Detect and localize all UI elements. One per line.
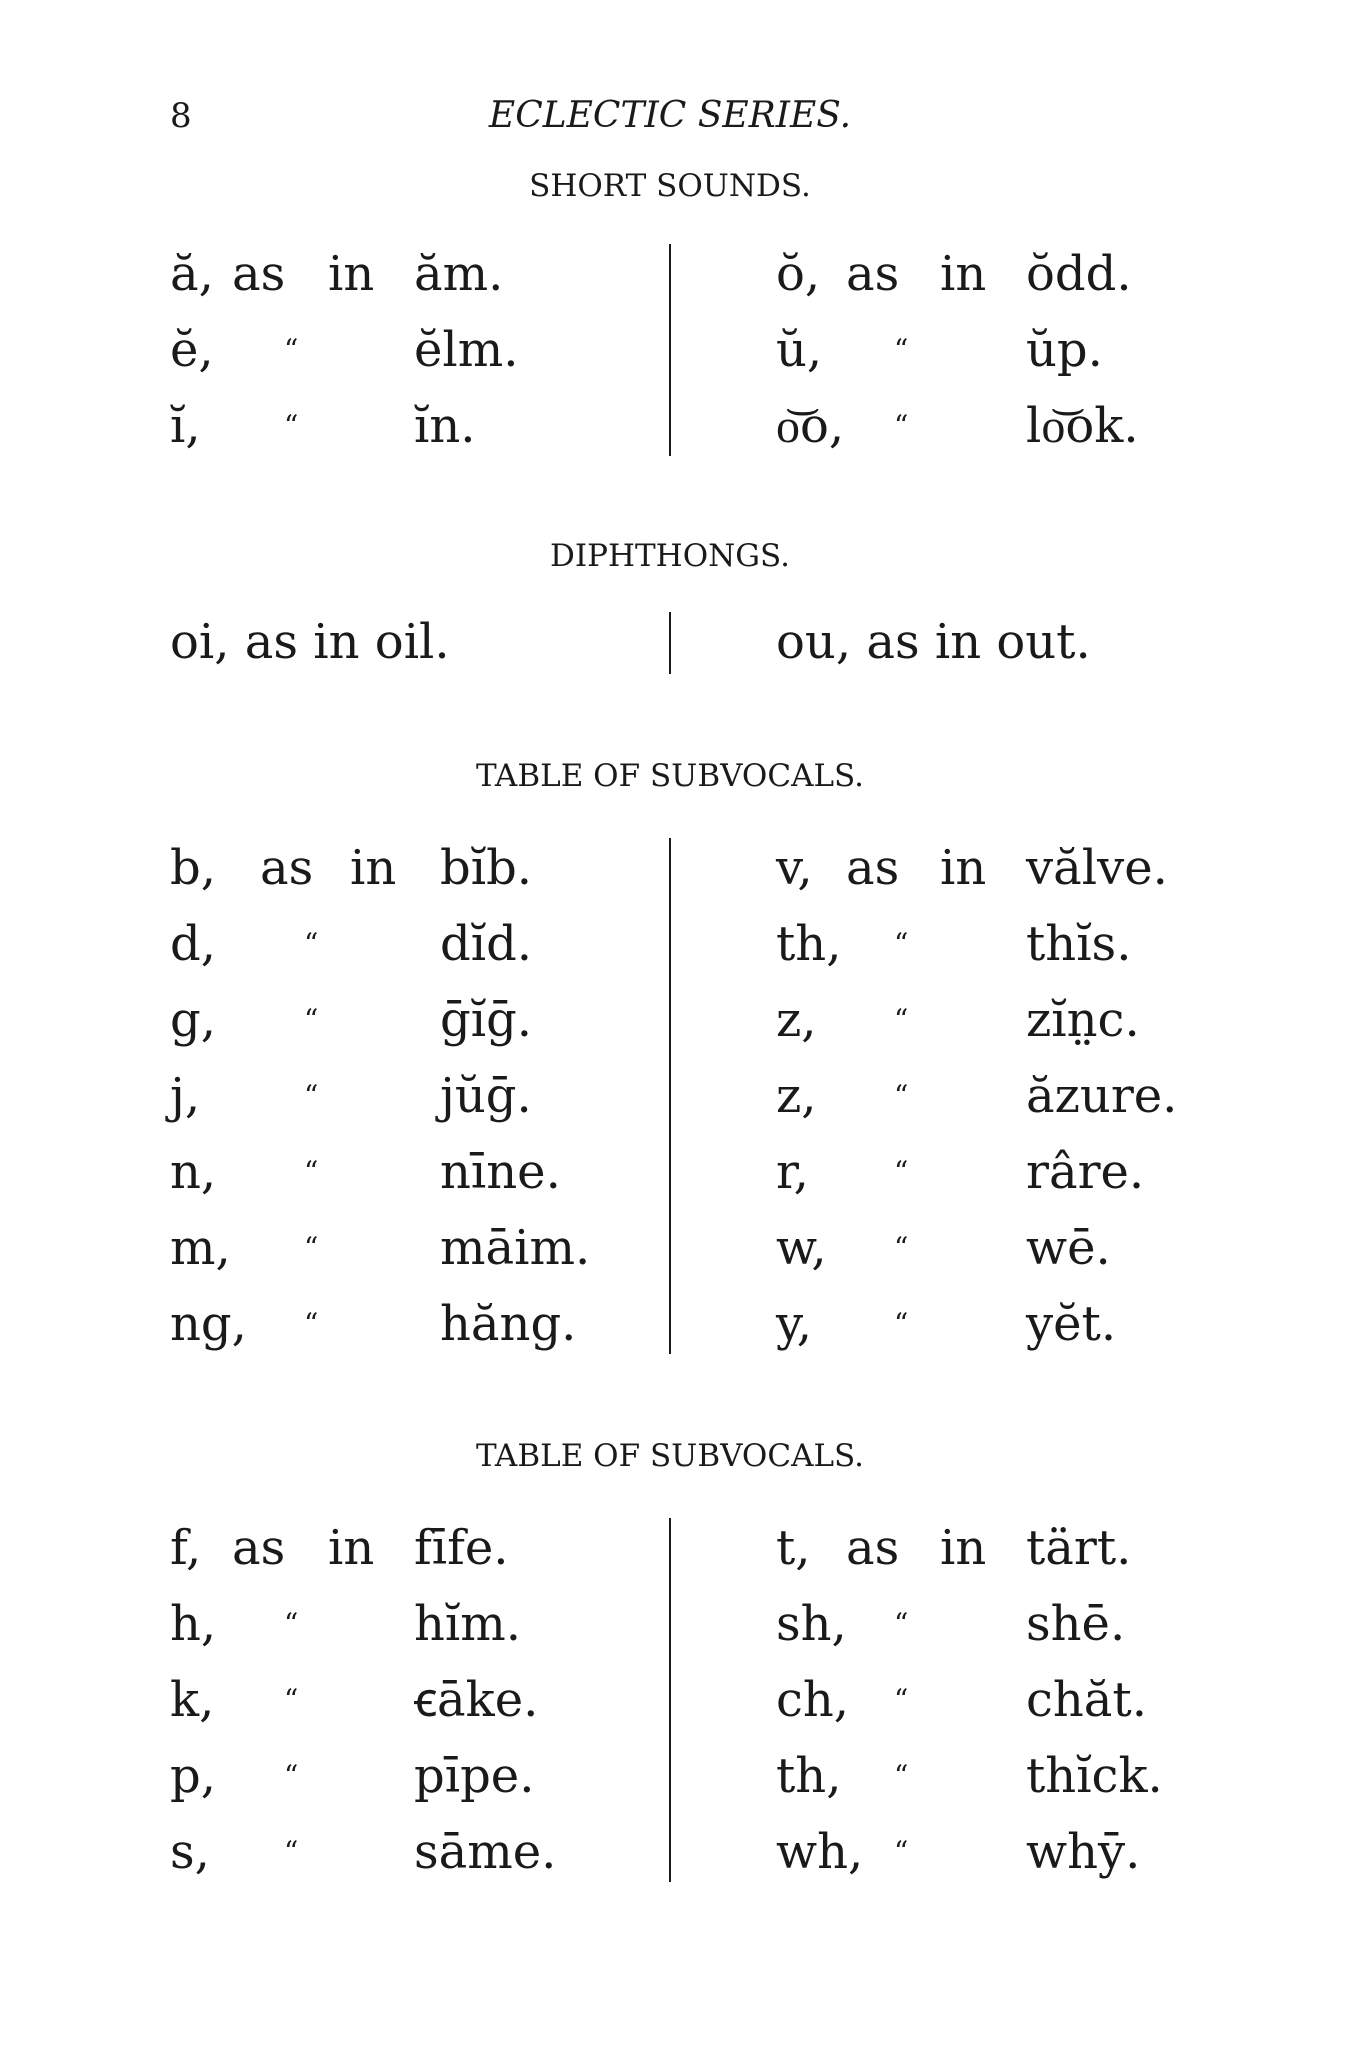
example-word: pīpe.	[414, 1748, 535, 1804]
ditto-mark: “	[284, 1607, 299, 1640]
ditto-mark: “	[304, 1155, 319, 1188]
table-row	[776, 1058, 1190, 1134]
table-left-column	[170, 1510, 660, 1890]
sound-letter: b,	[170, 840, 216, 896]
table-row	[776, 1134, 1190, 1210]
example-word: zĭn̤c.	[1026, 992, 1140, 1048]
heading-subvocals-2: TABLE OF SUBVOCALS.	[475, 1438, 865, 1474]
sound-letter: ă,	[170, 246, 214, 302]
in-word: in	[940, 246, 987, 302]
table-subvocals	[170, 830, 1190, 1362]
example-word: hăng.	[440, 1296, 577, 1352]
sound-letter: d,	[170, 916, 216, 972]
table-short-sounds	[170, 236, 1190, 464]
in-word: in	[350, 840, 397, 896]
table-left-column	[170, 236, 660, 464]
ditto-mark: “	[894, 1003, 909, 1036]
as-word: as	[232, 246, 286, 302]
ditto-mark: “	[894, 1607, 909, 1640]
example-word: vălve.	[1026, 840, 1168, 896]
example-word: ăzure.	[1026, 1068, 1178, 1124]
table-row	[776, 1814, 1190, 1890]
example-word: ŏdd.	[1026, 246, 1132, 302]
example-word: ăm.	[414, 246, 504, 302]
table-diphthongs	[170, 604, 1190, 680]
sound-letter: j,	[170, 1068, 201, 1124]
sound-letter: g,	[170, 992, 216, 1048]
table-row	[170, 1510, 660, 1586]
example-word: dĭd.	[440, 916, 533, 972]
table-row	[170, 1814, 660, 1890]
example-word: jŭḡ.	[440, 1068, 532, 1124]
sound-letter: f,	[170, 1520, 202, 1576]
table-right-column	[776, 236, 1190, 464]
heading-diphthongs: DIPHTHONGS.	[550, 538, 790, 574]
example-word: hĭm.	[414, 1596, 522, 1652]
ditto-mark: “	[894, 409, 909, 442]
example-word: ꞓāke.	[414, 1672, 539, 1728]
page-number: 8	[170, 96, 192, 136]
sound-letter: s,	[170, 1824, 210, 1880]
table-row	[776, 1586, 1190, 1662]
example-word: râre.	[1026, 1144, 1145, 1200]
table-row	[776, 1210, 1190, 1286]
sound-letter: ŏ,	[776, 246, 821, 302]
ditto-mark: “	[304, 1307, 319, 1340]
column-divider	[669, 244, 671, 456]
table-row	[170, 830, 660, 906]
in-word: in	[940, 1520, 987, 1576]
ditto-mark: “	[284, 1759, 299, 1792]
sound-letter: z,	[776, 1068, 817, 1124]
example-word: ŭp.	[1026, 322, 1103, 378]
example-word: yĕt.	[1026, 1296, 1117, 1352]
sound-letter: sh,	[776, 1596, 847, 1652]
table-row	[776, 982, 1190, 1058]
sound-letter: wh,	[776, 1824, 864, 1880]
in-word: in	[940, 840, 987, 896]
table-row	[170, 1058, 660, 1134]
column-divider	[669, 838, 671, 1354]
table-row	[776, 312, 1190, 388]
example-word: ḡĭḡ.	[440, 992, 533, 1048]
sound-letter: p,	[170, 1748, 216, 1804]
sound-letter: th,	[776, 1748, 842, 1804]
table-row	[776, 1510, 1190, 1586]
running-head: ECLECTIC SERIES.	[488, 95, 852, 136]
sound-letter: z,	[776, 992, 817, 1048]
heading-short-sounds: SHORT SOUNDS.	[529, 168, 811, 204]
example-word: thĭck.	[1026, 1748, 1163, 1804]
sound-letter: k,	[170, 1672, 215, 1728]
as-word: as	[846, 246, 900, 302]
example-word: chăt.	[1026, 1672, 1147, 1728]
table-row	[776, 1662, 1190, 1738]
in-word: in	[328, 246, 375, 302]
table-row	[170, 1738, 660, 1814]
example-word: ĭn.	[414, 398, 476, 454]
example-word: māim.	[440, 1220, 591, 1276]
in-word: in	[328, 1520, 375, 1576]
column-divider	[669, 1518, 671, 1882]
sound-letter: t,	[776, 1520, 811, 1576]
ditto-mark: “	[894, 1079, 909, 1112]
sound-letter: w,	[776, 1220, 827, 1276]
ditto-mark: “	[894, 1155, 909, 1188]
example-word: lo͝ok.	[1026, 398, 1139, 454]
table-row	[170, 388, 660, 464]
table-row	[776, 1738, 1190, 1814]
ditto-mark: “	[304, 1079, 319, 1112]
sound-letter: th,	[776, 916, 842, 972]
ditto-mark: “	[304, 1003, 319, 1036]
as-word: as	[846, 1520, 900, 1576]
example-word: nīne.	[440, 1144, 561, 1200]
diphthong-right: ou, as in out.	[776, 614, 1091, 670]
as-word: as	[260, 840, 314, 896]
ditto-mark: “	[894, 333, 909, 366]
example-word: bĭb.	[440, 840, 533, 896]
table-row	[776, 830, 1190, 906]
ditto-mark: “	[894, 1835, 909, 1868]
example-word: ĕlm.	[414, 322, 519, 378]
ditto-mark: “	[894, 927, 909, 960]
example-word: wē.	[1026, 1220, 1111, 1276]
ditto-mark: “	[894, 1231, 909, 1264]
sound-letter: ng,	[170, 1296, 247, 1352]
sound-letter: y,	[776, 1296, 812, 1352]
table-row	[776, 906, 1190, 982]
table-row	[170, 1586, 660, 1662]
table-row	[776, 1286, 1190, 1362]
sound-letter: h,	[170, 1596, 217, 1652]
ditto-mark: “	[284, 1683, 299, 1716]
table-row	[170, 906, 660, 982]
example-word: tärt.	[1026, 1520, 1132, 1576]
table-row	[170, 236, 660, 312]
ditto-mark: “	[894, 1759, 909, 1792]
table-row	[170, 1134, 660, 1210]
sound-letter: ch,	[776, 1672, 850, 1728]
ditto-mark: “	[284, 1835, 299, 1868]
sound-letter: n,	[170, 1144, 217, 1200]
table-row	[170, 982, 660, 1058]
ditto-mark: “	[284, 409, 299, 442]
table-row	[170, 1210, 660, 1286]
example-word: whȳ.	[1026, 1824, 1141, 1880]
ditto-mark: “	[304, 1231, 319, 1264]
table-row	[776, 236, 1190, 312]
column-divider	[669, 612, 671, 674]
table-subvocals-2	[170, 1510, 1190, 1890]
sound-letter: ĕ,	[170, 322, 214, 378]
table-right-column	[776, 1510, 1190, 1890]
ditto-mark: “	[894, 1307, 909, 1340]
ditto-mark: “	[894, 1683, 909, 1716]
heading-subvocals: TABLE OF SUBVOCALS.	[475, 758, 865, 794]
table-row	[170, 312, 660, 388]
sound-letter: r,	[776, 1144, 809, 1200]
table-row	[170, 1286, 660, 1362]
diphthong-left: oi, as in oil.	[170, 614, 450, 670]
ditto-mark: “	[284, 333, 299, 366]
example-word: sāme.	[414, 1824, 557, 1880]
table-row	[776, 388, 1190, 464]
ditto-mark: “	[304, 927, 319, 960]
example-word: thĭs.	[1026, 916, 1132, 972]
as-word: as	[232, 1520, 286, 1576]
sound-letter: v,	[776, 840, 813, 896]
sound-letter: o͝o,	[776, 398, 845, 454]
example-word: shē.	[1026, 1596, 1126, 1652]
table-left-column	[170, 830, 660, 1362]
sound-letter: ĭ,	[170, 398, 201, 454]
sound-letter: m,	[170, 1220, 231, 1276]
table-right-column	[776, 830, 1190, 1362]
table-row	[170, 1662, 660, 1738]
as-word: as	[846, 840, 900, 896]
example-word: fīfe.	[414, 1520, 509, 1576]
sound-letter: ŭ,	[776, 322, 823, 378]
